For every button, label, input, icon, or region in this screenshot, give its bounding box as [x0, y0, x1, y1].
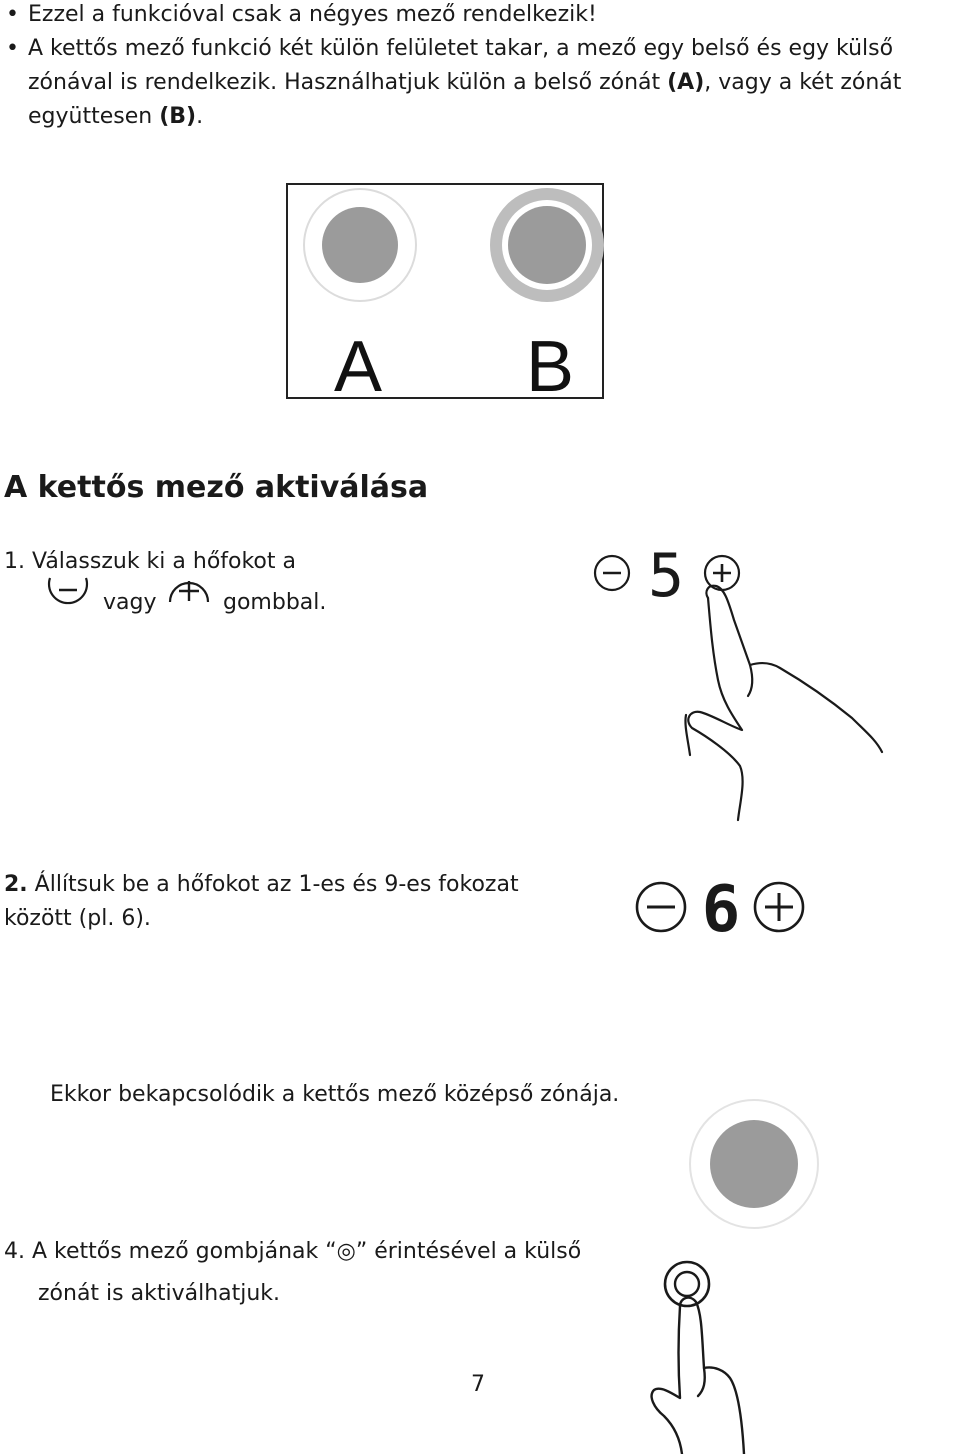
step1-text: 1. Válasszuk ki a hőfokot a	[4, 549, 296, 574]
step2-text: 2. Állítsuk be a hőfokot az 1-es és 9-es fokozat	[4, 872, 519, 897]
label-b-ref: (B)	[159, 104, 197, 129]
intro-bullet-list	[6, 0, 956, 134]
step1-vagy: vagy	[103, 590, 157, 615]
minus-icon	[46, 572, 90, 612]
step1-illustration	[590, 540, 890, 820]
power-level-display: 5	[647, 541, 685, 611]
zone-label-b: B	[525, 327, 575, 407]
step4-text: 4. A kettős mező gombjának “◎” érintésével a külső	[4, 1239, 582, 1264]
zone-figure	[286, 183, 604, 407]
step1-gombbal: gombbal.	[223, 590, 327, 615]
zone-figure-drawing	[288, 185, 606, 407]
dual-zone-button-icon	[665, 1262, 709, 1306]
bullet-item-1: • Ezzel a funkcióval csak a négyes mező rendelkezik!	[6, 0, 956, 32]
dual-zone-symbol-icon: ◎	[336, 1239, 356, 1264]
hand-pointing-icon	[652, 1298, 744, 1454]
bullet-item-2: • A kettős mező funkció két külön felületet takar, a mező egy belső és egy külső zónával is rendelkezik. Használhatjuk külön a belső zónát (A), vagy a két zónát együttesen (B).	[6, 32, 956, 134]
power-level-display: 6	[701, 873, 741, 947]
inner-zone-active-icon	[686, 1096, 822, 1232]
step3-text: Ekkor bekapcsolódik a kettős mező középső zónája.	[50, 1082, 620, 1107]
step4-text-line2: zónát is aktiválhatjuk.	[38, 1281, 281, 1306]
zone-label-a: A	[333, 327, 383, 407]
step2-control-display	[632, 873, 812, 947]
section-heading: A kettős mező aktiválása	[4, 470, 429, 505]
label-a-ref: (A)	[667, 70, 705, 95]
zone-a-inner-zone	[322, 207, 398, 283]
plus-icon	[166, 572, 212, 614]
step2-number: 2.	[4, 872, 28, 897]
step2-text-line2: között (pl. 6).	[4, 906, 151, 931]
page-number: 7	[471, 1372, 485, 1397]
zone-b-inner-zone	[508, 206, 586, 284]
hand-pointing-icon	[685, 586, 882, 820]
inner-zone-circle	[710, 1120, 798, 1208]
step4-illustration	[640, 1258, 770, 1454]
